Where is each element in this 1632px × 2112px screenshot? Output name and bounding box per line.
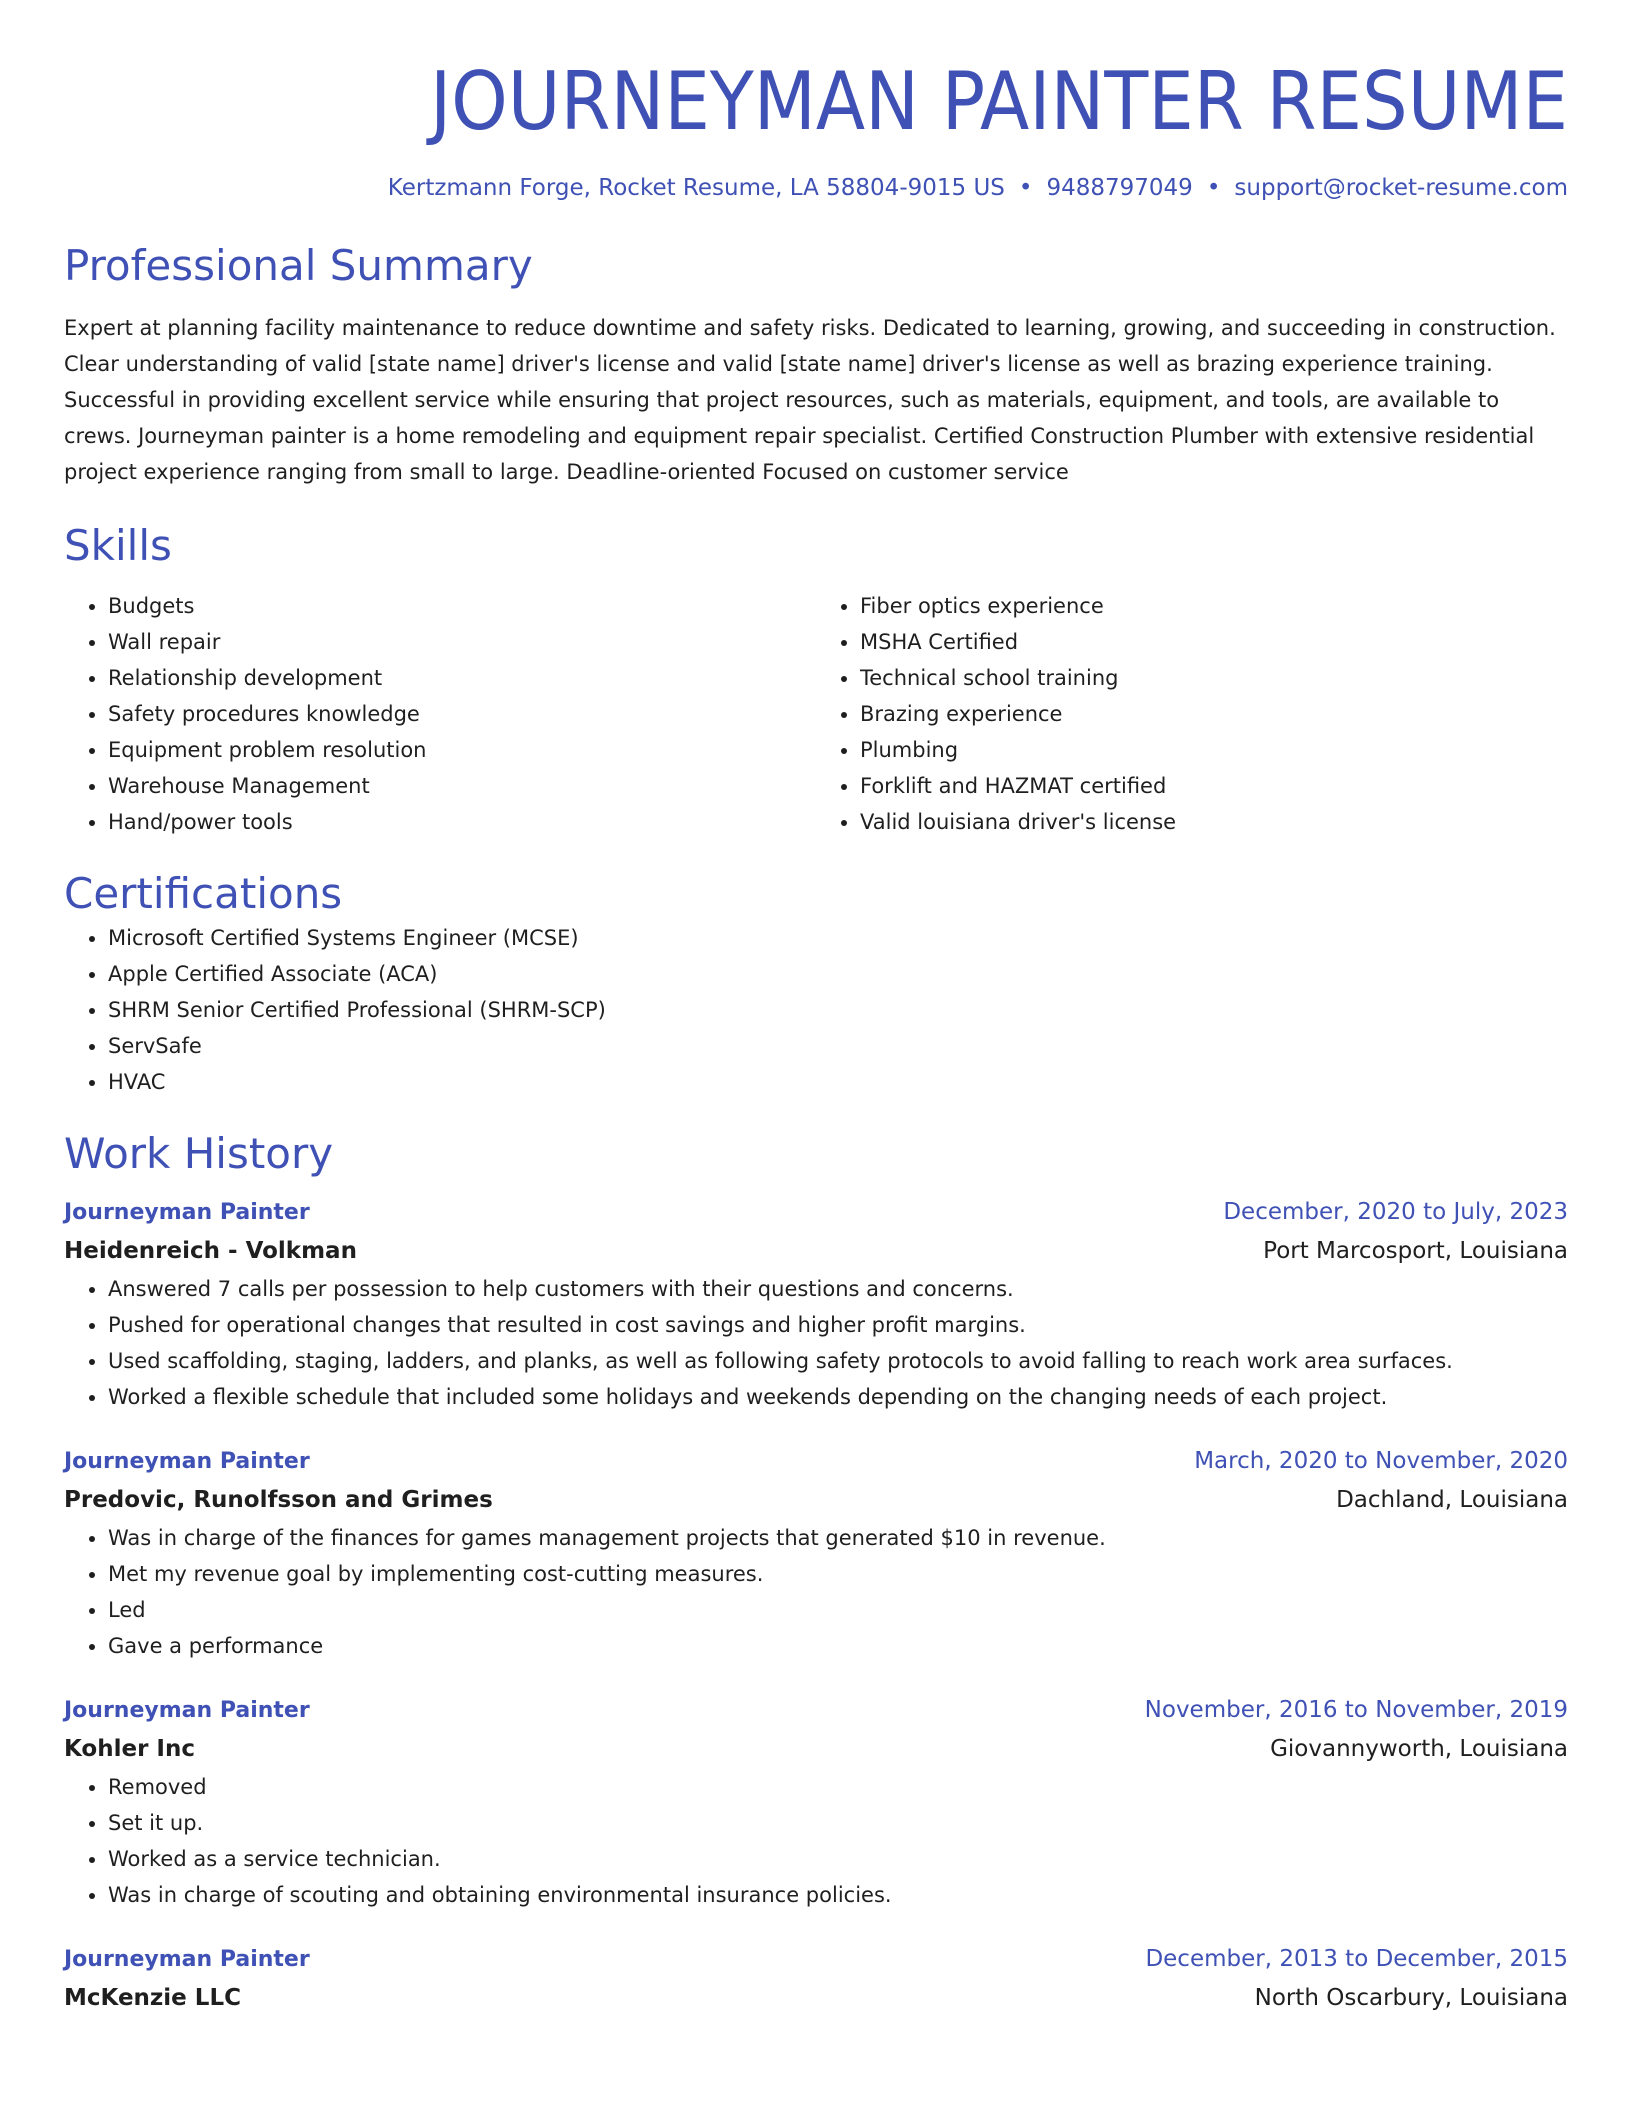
- contact-line: [64, 172, 1568, 204]
- skills-grid: [64, 588, 1568, 840]
- job-bullet: • Answered 7 calls per possession to help customers with their questions and concerns.: [108, 1271, 1568, 1307]
- summary-heading: Professional Summary: [64, 241, 533, 290]
- resume-page: [64, 0, 1568, 2018]
- skill-item: • Relationship development: [108, 660, 816, 696]
- certification-item: • SHRM Senior Certified Professional (SHRM-SCP): [108, 992, 1568, 1028]
- skill-item: • Brazing experience: [860, 696, 1568, 732]
- work-history-heading: Work History: [64, 1129, 334, 1178]
- skill-item: • Valid louisiana driver's license: [860, 804, 1568, 840]
- job-role: Journeyman Painter: [64, 1698, 310, 1723]
- skill-item: • Hand/power tools: [108, 804, 816, 840]
- job-role: Journeyman Painter: [64, 1947, 310, 1972]
- job-location: Giovannyworth, Louisiana: [1270, 1736, 1568, 1762]
- job-company: Predovic, Runolfsson and Grimes: [64, 1487, 493, 1513]
- job-bullet: • Worked a flexible schedule that included some holidays and weekends depending on the changing needs of each project.: [108, 1379, 1568, 1415]
- job-bullet: • Set it up.: [108, 1805, 1568, 1841]
- skills-heading: Skills: [64, 521, 172, 570]
- skill-item: • Safety procedures knowledge: [108, 696, 816, 732]
- job-dates: March, 2020 to November, 2020: [1194, 1448, 1568, 1474]
- job-company-row: [64, 1978, 1568, 2018]
- job-location: Port Marcosport, Louisiana: [1263, 1238, 1568, 1264]
- job-header-row: [64, 1443, 1568, 1480]
- job-header-row: [64, 1941, 1568, 1978]
- certification-item: • Apple Certified Associate (ACA): [108, 956, 1568, 992]
- job-company: Heidenreich - Volkman: [64, 1238, 357, 1264]
- contact-address: Kertzmann Forge, Rocket Resume, LA 58804-9015 US: [387, 175, 1005, 201]
- job-role: Journeyman Painter: [64, 1449, 310, 1474]
- skill-item: • Wall repair: [108, 624, 816, 660]
- certification-item: • Microsoft Certified Systems Engineer (MCSE): [108, 920, 1568, 956]
- job-company-row: [64, 1480, 1568, 1520]
- job-bullet: • Gave a performance: [108, 1628, 1568, 1664]
- job-dates: December, 2020 to July, 2023: [1223, 1199, 1568, 1225]
- job-company-row: [64, 1231, 1568, 1271]
- job-location: Dachland, Louisiana: [1336, 1487, 1568, 1513]
- job-bullet-list: [64, 1271, 1568, 1415]
- skill-item: • Equipment problem resolution: [108, 732, 816, 768]
- skill-item: • Forklift and HAZMAT certified: [860, 768, 1568, 804]
- skill-item: • MSHA Certified: [860, 624, 1568, 660]
- job-header-row: [64, 1692, 1568, 1729]
- job-bullet: • Was in charge of scouting and obtaining environmental insurance policies.: [108, 1877, 1568, 1913]
- job-bullet-list: [64, 1769, 1568, 1913]
- job-bullet-list: [64, 1520, 1568, 1664]
- job-company: McKenzie LLC: [64, 1985, 241, 2011]
- contact-separator: •: [1206, 175, 1221, 201]
- resume-title: JOURNEYMAN PAINTER RESUME: [429, 55, 1568, 148]
- job-company-row: [64, 1729, 1568, 1769]
- job-header-row: [64, 1194, 1568, 1231]
- skills-list-right: [816, 588, 1568, 840]
- skill-item: • Warehouse Management: [108, 768, 816, 804]
- job-entry: [64, 1443, 1568, 1664]
- job-role: Journeyman Painter: [64, 1200, 310, 1225]
- job-dates: November, 2016 to November, 2019: [1144, 1697, 1568, 1723]
- job-bullet: • Led: [108, 1592, 1568, 1628]
- job-dates: December, 2013 to December, 2015: [1145, 1946, 1568, 1972]
- contact-separator: •: [1018, 175, 1033, 201]
- skill-item: • Budgets: [108, 588, 816, 624]
- job-bullet: • Pushed for operational changes that resulted in cost savings and higher profit margins.: [108, 1307, 1568, 1343]
- certifications-heading: Certifications: [64, 869, 343, 918]
- job-bullet: • Removed: [108, 1769, 1568, 1805]
- contact-phone[interactable]: 9488797049: [1046, 175, 1193, 201]
- job-bullet: • Was in charge of the finances for games management projects that generated $10 in revenue.: [108, 1520, 1568, 1556]
- job-bullet: • Worked as a service technician.: [108, 1841, 1568, 1877]
- job-entry: [64, 1194, 1568, 1415]
- job-location: North Oscarbury, Louisiana: [1254, 1985, 1568, 2011]
- skill-item: • Fiber optics experience: [860, 588, 1568, 624]
- summary-text: Expert at planning facility maintenance to reduce downtime and safety risks. Dedicated to learning, growing, and succeeding in construction. Clear understanding of valid [state name] driver's license and valid [state name] driver's license as well as brazing experience training. Successful in providing excellent service while ensuring that project resources, such as materials, equipment, and tools, are available to crews. Journeyman painter is a home remodeling and equipment repair specialist. Certified Construction Plumber with extensive residential project experience ranging from small to large. Deadline-oriented Focused on customer service: [64, 316, 1556, 484]
- job-entry: [64, 1692, 1568, 1913]
- skill-item: • Technical school training: [860, 660, 1568, 696]
- job-bullet: • Met my revenue goal by implementing cost-cutting measures.: [108, 1556, 1568, 1592]
- certification-item: • HVAC: [108, 1064, 1568, 1100]
- job-bullet: • Used scaffolding, staging, ladders, and planks, as well as following safety protocols to avoid falling to reach work area surfaces.: [108, 1343, 1568, 1379]
- skills-list-left: [64, 588, 816, 840]
- skill-item: • Plumbing: [860, 732, 1568, 768]
- contact-email[interactable]: support@rocket-resume.com: [1234, 175, 1568, 201]
- job-entry: [64, 1941, 1568, 2018]
- job-company: Kohler Inc: [64, 1736, 195, 1762]
- certifications-list: [64, 920, 1568, 1100]
- certification-item: • ServSafe: [108, 1028, 1568, 1064]
